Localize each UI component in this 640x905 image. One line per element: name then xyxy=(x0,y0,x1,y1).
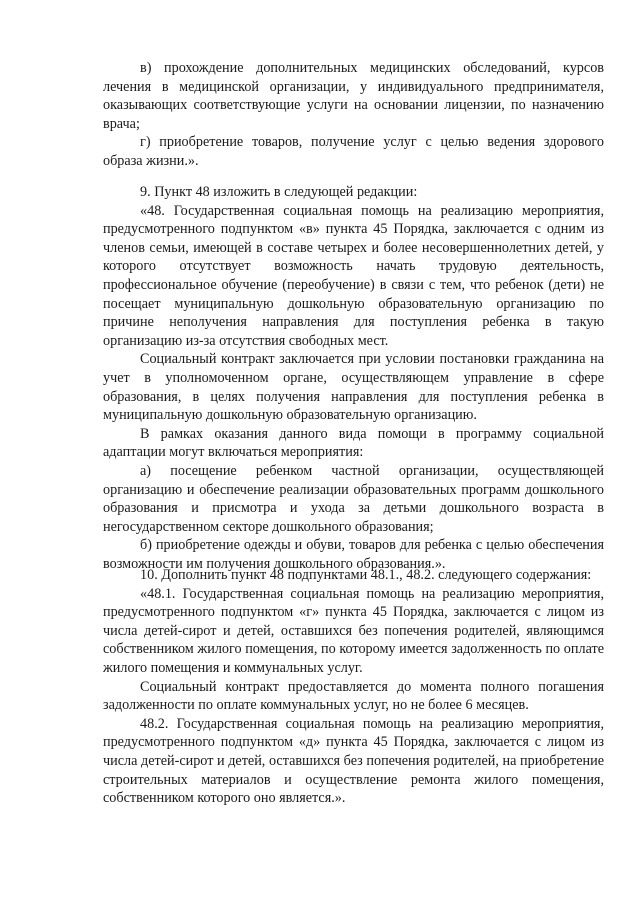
paragraph-point-48-2: 48.2. Государственная социальная помощь на реализацию мероприятия, предусмотренного подпунктом «д» пункта 45 Порядка, заключается с лицом из числа детей-сирот и детей, оставшихся без попечения родителей, на приобретение строительных материалов и осуществление ремонта жилого помещения, собственником которого оно является.». xyxy=(103,715,604,807)
section-items-v-g xyxy=(103,59,604,171)
paragraph-point-9-heading: 9. Пункт 48 изложить в следующей редакции: xyxy=(140,184,418,200)
paragraph-social-contract: Социальный контракт заключается при условии постановки гражданина на учет в уполномоченном органе, осуществляющем управление в сфере образования, в целях получения направления для поступления ребенка в муниципальную дошкольную образовательную организацию. xyxy=(103,351,604,424)
paragraph-point-10-heading: 10. Дополнить пункт 48 подпунктами 48.1., 48.2. следующего содержания: xyxy=(140,567,592,583)
section-point-10 xyxy=(103,566,604,808)
paragraph-item-v: в) прохождение дополнительных медицинских обследований, курсов лечения в медицинской организации, у индивидуального предпринимателя, оказывающих соответствующие услуги на основании лицензии, по назначению врача; xyxy=(103,60,604,132)
paragraph-item-b: б) приобретение одежды и обуви, товаров для ребенка с целью обеспечения возможности им получения дошкольного образования.». xyxy=(103,537,604,572)
paragraph-adaptation-program: В рамках оказания данного вида помощи в программу социальной адаптации могут включаться мероприятия: xyxy=(103,425,604,461)
paragraph-contract-duration: Социальный контракт предоставляется до момента полного погашения задолженности по оплате коммунальных услуг, но не более 6 месяцев. xyxy=(103,678,604,714)
paragraph-item-g: г) приобретение товаров, получение услуг с целью ведения здорового образа жизни.». xyxy=(103,134,604,169)
paragraph-point-48-1: «48.1. Государственная социальная помощь на реализацию мероприятия, предусмотренного подпунктом «г» пункта 45 Порядка, заключается с лицом из числа детей-сирот и детей, оставшихся без попечения родителей, являющимся собственником жилого помещения, по которому имеется задолженность по оплате жилого помещения и коммунальных услуг. xyxy=(103,585,604,676)
section-point-9 xyxy=(103,183,604,573)
paragraph-item-a: а) посещение ребенком частной организации, осуществляющей организацию и обеспечение реализации образовательных программ дошкольного образования и присмотра и ухода за детьми дошкольного возраста в негосударственном секторе дошкольного образования; xyxy=(103,462,604,535)
paragraph-point-48-text: «48. Государственная социальная помощь на реализацию мероприятия, предусмотренного подпунктом «в» пункта 45 Порядка, заключается с одним из членов семьи, имеющей в составе четырех и более несовершеннолетних детей, у которого отсутствует возможность начать трудовую деятельность, профессиональное обучение (переобучение) в связи с тем, что ребенок (дети) не посещает муниципальную дошкольную образовательную организацию по причине неполучения направления для поступления ребенка в такую организацию из-за отсутствия свободных мест. xyxy=(103,202,604,349)
